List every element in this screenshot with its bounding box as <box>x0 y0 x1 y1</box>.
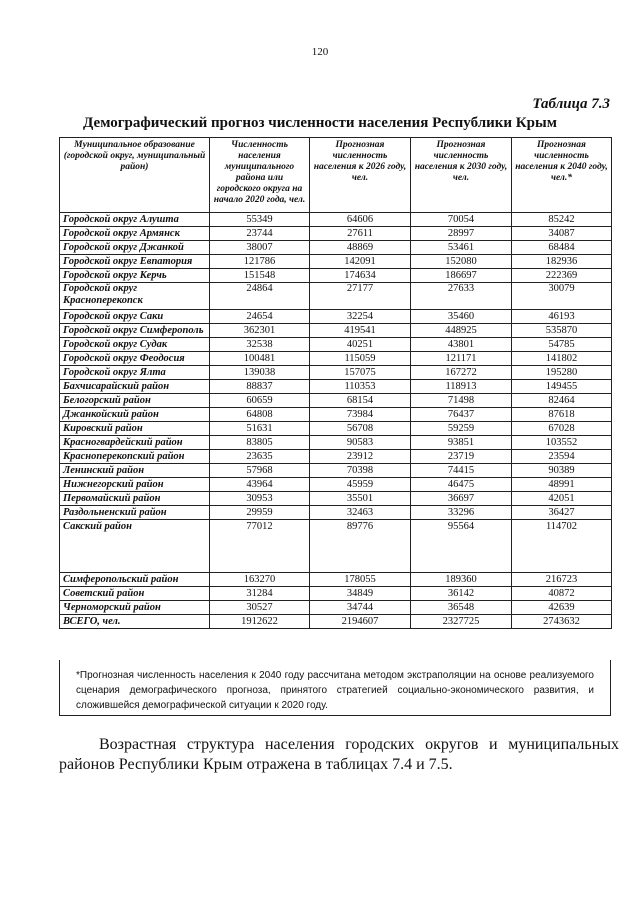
table-row <box>60 615 612 629</box>
value-2030-cell: 186697 <box>411 269 512 283</box>
value-2020-cell: 151548 <box>210 269 310 283</box>
value-2030-cell: 46475 <box>411 478 512 492</box>
value-2030-cell: 23719 <box>411 450 512 464</box>
value-2026-cell: 73984 <box>310 408 411 422</box>
value-2030-cell: 121171 <box>411 352 512 366</box>
value-2040-cell: 48991 <box>512 478 612 492</box>
value-2030-cell: 95564 <box>411 520 512 573</box>
table-row <box>60 255 612 269</box>
value-2020-cell: 163270 <box>210 573 310 587</box>
value-2040-cell: 222369 <box>512 269 612 283</box>
municipality-cell: Бахчисарайский район <box>60 380 210 394</box>
value-2020-cell: 29959 <box>210 506 310 520</box>
value-2040-cell: 114702 <box>512 520 612 573</box>
value-2030-cell: 167272 <box>411 366 512 380</box>
value-2026-cell: 89776 <box>310 520 411 573</box>
municipality-cell: Ленинский район <box>60 464 210 478</box>
footnote: *Прогнозная численность населения к 2040 году рассчитана методом экстраполяции на основе реализуемого сценария демографического прогноза, принятого стратегией социально-экономического развития, и сложившейся демографической ситуации к 2020 году. <box>59 660 611 716</box>
municipality-cell: Советский район <box>60 587 210 601</box>
value-2026-cell: 32254 <box>310 310 411 324</box>
value-2020-cell: 32538 <box>210 338 310 352</box>
table-row <box>60 227 612 241</box>
header-forecast-2030: Прогнозная численность населения к 2030 году, чел. <box>411 138 512 213</box>
table-row <box>60 324 612 338</box>
value-2020-cell: 100481 <box>210 352 310 366</box>
value-2030-cell: 448925 <box>411 324 512 338</box>
municipality-cell: Красногвардейский район <box>60 436 210 450</box>
value-2040-cell: 67028 <box>512 422 612 436</box>
value-2020-cell: 1912622 <box>210 615 310 629</box>
municipality-cell: Белогорский район <box>60 394 210 408</box>
value-2020-cell: 83805 <box>210 436 310 450</box>
value-2020-cell: 88837 <box>210 380 310 394</box>
value-2030-cell: 36142 <box>411 587 512 601</box>
value-2026-cell: 70398 <box>310 464 411 478</box>
table-label: Таблица 7.3 <box>532 96 610 112</box>
municipality-cell: Городской округ Евпатория <box>60 255 210 269</box>
value-2020-cell: 139038 <box>210 366 310 380</box>
municipality-cell: Городской округ Ялта <box>60 366 210 380</box>
table-row <box>60 464 612 478</box>
value-2026-cell: 90583 <box>310 436 411 450</box>
value-2026-cell: 35501 <box>310 492 411 506</box>
municipality-cell: Симферопольский район <box>60 573 210 587</box>
value-2030-cell: 189360 <box>411 573 512 587</box>
table-header-row <box>60 138 612 213</box>
value-2040-cell: 216723 <box>512 573 612 587</box>
value-2026-cell: 27177 <box>310 283 411 310</box>
value-2026-cell: 27611 <box>310 227 411 241</box>
value-2020-cell: 30953 <box>210 492 310 506</box>
table-row <box>60 478 612 492</box>
table-row <box>60 520 612 573</box>
value-2030-cell: 59259 <box>411 422 512 436</box>
table-row <box>60 587 612 601</box>
value-2026-cell: 157075 <box>310 366 411 380</box>
table-row <box>60 213 612 227</box>
value-2040-cell: 46193 <box>512 310 612 324</box>
value-2030-cell: 93851 <box>411 436 512 450</box>
value-2040-cell: 42639 <box>512 601 612 615</box>
value-2040-cell: 103552 <box>512 436 612 450</box>
value-2026-cell: 115059 <box>310 352 411 366</box>
value-2020-cell: 23635 <box>210 450 310 464</box>
table-row <box>60 422 612 436</box>
table-row <box>60 269 612 283</box>
value-2026-cell: 23912 <box>310 450 411 464</box>
municipality-cell: Городской округ Джанкой <box>60 241 210 255</box>
page-number: 120 <box>311 46 329 58</box>
value-2040-cell: 82464 <box>512 394 612 408</box>
table-row <box>60 366 612 380</box>
value-2040-cell: 182936 <box>512 255 612 269</box>
value-2020-cell: 77012 <box>210 520 310 573</box>
table-row <box>60 310 612 324</box>
value-2040-cell: 141802 <box>512 352 612 366</box>
value-2030-cell: 36548 <box>411 601 512 615</box>
value-2040-cell: 195280 <box>512 366 612 380</box>
value-2026-cell: 45959 <box>310 478 411 492</box>
municipality-cell: Городской округ Армянск <box>60 227 210 241</box>
municipality-cell: Первомайский район <box>60 492 210 506</box>
value-2026-cell: 419541 <box>310 324 411 338</box>
value-2026-cell: 142091 <box>310 255 411 269</box>
table-row <box>60 450 612 464</box>
value-2030-cell: 36697 <box>411 492 512 506</box>
value-2030-cell: 27633 <box>411 283 512 310</box>
value-2030-cell: 70054 <box>411 213 512 227</box>
municipality-cell: Городской округ Симферополь <box>60 324 210 338</box>
table-row <box>60 380 612 394</box>
table-row <box>60 241 612 255</box>
value-2020-cell: 23744 <box>210 227 310 241</box>
value-2020-cell: 24654 <box>210 310 310 324</box>
value-2040-cell: 535870 <box>512 324 612 338</box>
municipality-cell: Городской округ Керчь <box>60 269 210 283</box>
value-2030-cell: 74415 <box>411 464 512 478</box>
header-municipality: Муниципальное образование (городской округ, муниципальный район) <box>60 138 210 213</box>
value-2026-cell: 68154 <box>310 394 411 408</box>
value-2020-cell: 51631 <box>210 422 310 436</box>
value-2020-cell: 55349 <box>210 213 310 227</box>
value-2026-cell: 64606 <box>310 213 411 227</box>
table-row <box>60 506 612 520</box>
table-row <box>60 338 612 352</box>
value-2020-cell: 121786 <box>210 255 310 269</box>
population-forecast-table <box>59 137 612 629</box>
value-2040-cell: 87618 <box>512 408 612 422</box>
value-2020-cell: 57968 <box>210 464 310 478</box>
value-2030-cell: 43801 <box>411 338 512 352</box>
municipality-cell: Раздольненский район <box>60 506 210 520</box>
value-2030-cell: 71498 <box>411 394 512 408</box>
municipality-cell: Нижнегорский район <box>60 478 210 492</box>
value-2030-cell: 28997 <box>411 227 512 241</box>
municipality-cell: Джанкойский район <box>60 408 210 422</box>
value-2026-cell: 56708 <box>310 422 411 436</box>
value-2040-cell: 40872 <box>512 587 612 601</box>
value-2040-cell: 34087 <box>512 227 612 241</box>
value-2026-cell: 34744 <box>310 601 411 615</box>
municipality-cell: Кировский район <box>60 422 210 436</box>
value-2026-cell: 34849 <box>310 587 411 601</box>
body-paragraph: Возрастная структура населения городских округов и муниципальных районов Республики Крым отражена в таблицах 7.4 и 7.5. <box>59 736 619 773</box>
table-row <box>60 408 612 422</box>
value-2040-cell: 85242 <box>512 213 612 227</box>
value-2030-cell: 33296 <box>411 506 512 520</box>
municipality-cell: Черноморский район <box>60 601 210 615</box>
value-2020-cell: 31284 <box>210 587 310 601</box>
table-row <box>60 601 612 615</box>
value-2026-cell: 40251 <box>310 338 411 352</box>
value-2020-cell: 38007 <box>210 241 310 255</box>
value-2026-cell: 110353 <box>310 380 411 394</box>
municipality-cell: Красноперекопский район <box>60 450 210 464</box>
value-2030-cell: 35460 <box>411 310 512 324</box>
municipality-cell: Городской округ Красноперекопск <box>60 283 210 310</box>
value-2040-cell: 54785 <box>512 338 612 352</box>
table-row <box>60 352 612 366</box>
value-2020-cell: 43964 <box>210 478 310 492</box>
value-2030-cell: 76437 <box>411 408 512 422</box>
value-2020-cell: 64808 <box>210 408 310 422</box>
table-row <box>60 394 612 408</box>
municipality-cell: ВСЕГО, чел. <box>60 615 210 629</box>
header-forecast-2040: Прогнозная численность населения к 2040 году, чел.* <box>512 138 612 213</box>
table-row <box>60 492 612 506</box>
value-2040-cell: 36427 <box>512 506 612 520</box>
municipality-cell: Городской округ Судак <box>60 338 210 352</box>
header-forecast-2026: Прогнозная численность населения к 2026 году, чел. <box>310 138 411 213</box>
table-title: Демографический прогноз численности населения Республики Крым <box>83 115 557 131</box>
value-2020-cell: 24864 <box>210 283 310 310</box>
value-2040-cell: 90389 <box>512 464 612 478</box>
value-2040-cell: 30079 <box>512 283 612 310</box>
municipality-cell: Сакский район <box>60 520 210 573</box>
value-2040-cell: 68484 <box>512 241 612 255</box>
value-2040-cell: 42051 <box>512 492 612 506</box>
table-row <box>60 436 612 450</box>
value-2026-cell: 178055 <box>310 573 411 587</box>
value-2040-cell: 2743632 <box>512 615 612 629</box>
value-2030-cell: 152080 <box>411 255 512 269</box>
table-row <box>60 283 612 310</box>
value-2030-cell: 118913 <box>411 380 512 394</box>
value-2030-cell: 2327725 <box>411 615 512 629</box>
value-2026-cell: 174634 <box>310 269 411 283</box>
value-2030-cell: 53461 <box>411 241 512 255</box>
value-2040-cell: 149455 <box>512 380 612 394</box>
value-2020-cell: 362301 <box>210 324 310 338</box>
municipality-cell: Городской округ Алушта <box>60 213 210 227</box>
value-2026-cell: 32463 <box>310 506 411 520</box>
municipality-cell: Городской округ Феодосия <box>60 352 210 366</box>
table-row <box>60 573 612 587</box>
value-2040-cell: 23594 <box>512 450 612 464</box>
value-2020-cell: 60659 <box>210 394 310 408</box>
municipality-cell: Городской округ Саки <box>60 310 210 324</box>
header-population-2020: Численность населения муниципального района или городского округа на начало 2020 года, чел. <box>210 138 310 213</box>
value-2026-cell: 2194607 <box>310 615 411 629</box>
value-2026-cell: 48869 <box>310 241 411 255</box>
value-2020-cell: 30527 <box>210 601 310 615</box>
